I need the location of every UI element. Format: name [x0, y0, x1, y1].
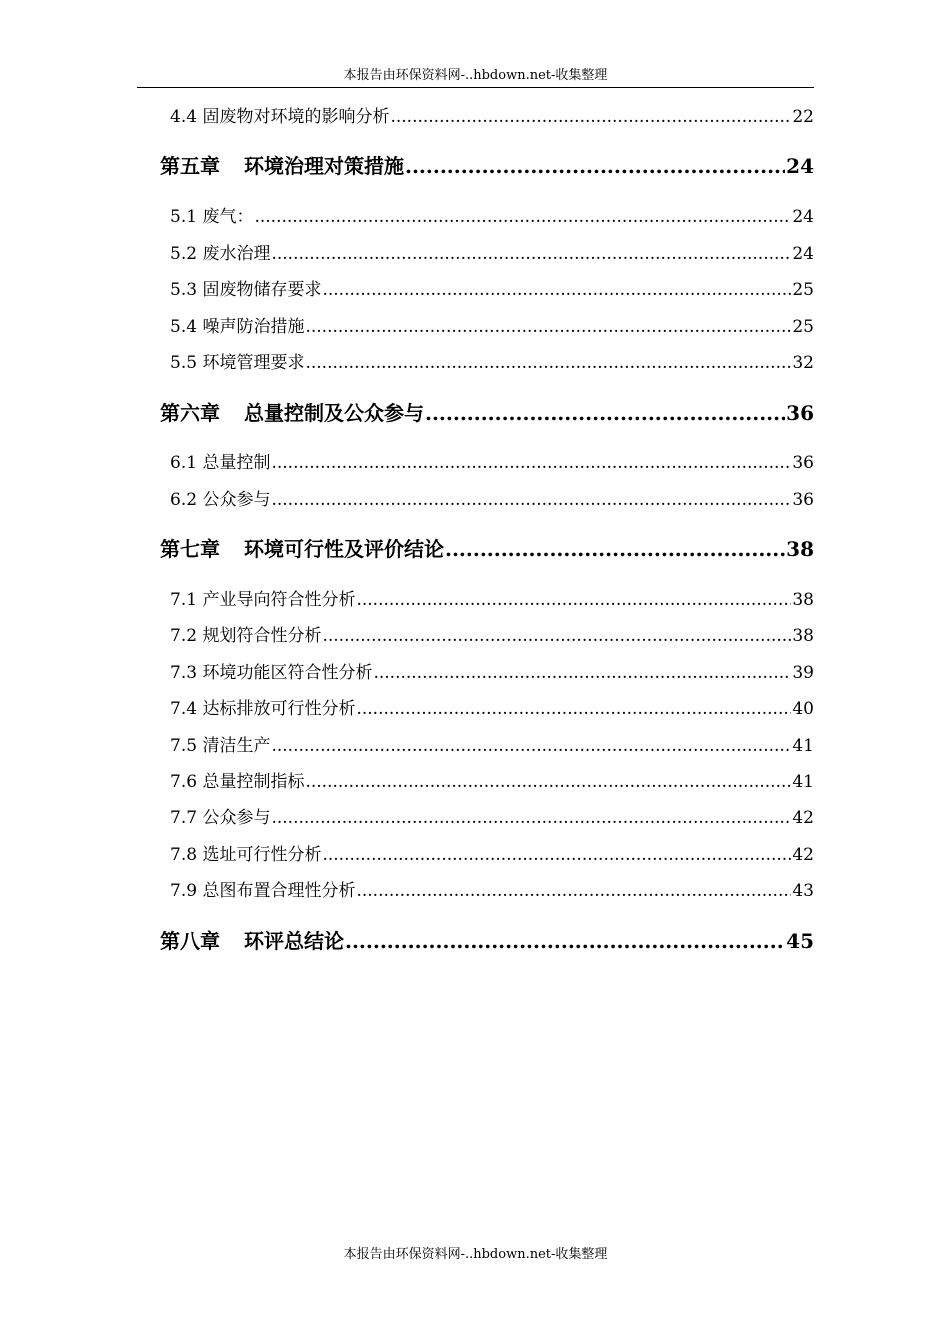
toc-chapter-entry[interactable]: [160, 398, 814, 428]
toc-section-entry[interactable]: [170, 241, 814, 267]
toc-dot-leader: [305, 769, 791, 795]
toc-page-number: 38: [792, 590, 814, 610]
toc-section-label: 7.3 环境功能区符合性分析: [170, 663, 373, 683]
toc-dot-leader: [445, 534, 785, 564]
toc-page-number: 45: [786, 929, 814, 953]
toc-dot-leader: [356, 587, 791, 613]
toc-section-entry[interactable]: [170, 450, 814, 476]
toc-section-label: 4.4 固废物对环境的影响分析: [170, 107, 390, 127]
toc-dot-leader: [345, 926, 785, 956]
toc-section-label: 6.2 公众参与: [170, 490, 271, 510]
toc-section-label: 7.1 产业导向符合性分析: [170, 590, 356, 610]
toc-chapter-label: [160, 151, 404, 181]
toc-chapter-number: 第五章: [160, 154, 220, 178]
toc-dot-leader: [305, 314, 791, 340]
toc-section-entry[interactable]: [170, 733, 814, 759]
toc-section-label: 7.9 总图布置合理性分析: [170, 881, 356, 901]
toc-dot-leader: [425, 398, 785, 428]
toc-section-label: 5.3 固废物储存要求: [170, 280, 322, 300]
toc-dot-leader: [254, 204, 791, 230]
toc-dot-leader: [271, 450, 791, 476]
toc-page-number: 25: [792, 317, 814, 337]
toc-chapter-label: [160, 534, 444, 564]
toc-section-label: 5.2 废水治理: [170, 244, 271, 264]
toc-page-number: 39: [792, 663, 814, 683]
toc-dot-leader: [271, 241, 791, 267]
toc-dot-leader: [356, 878, 791, 904]
page-footer: 本报告由环保资料网-..hbdown.net-收集整理: [343, 1247, 608, 1262]
header-rule: [137, 87, 814, 88]
toc-page-number: 22: [792, 107, 814, 127]
toc-section-entry[interactable]: [170, 660, 814, 686]
toc-dot-leader: [356, 696, 791, 722]
toc-chapter-number: 第七章: [160, 537, 220, 561]
toc-dot-leader: [322, 623, 791, 649]
toc-dot-leader: [271, 733, 791, 759]
toc-section-label: 7.8 选址可行性分析: [170, 845, 322, 865]
toc-section-entry[interactable]: [170, 204, 814, 230]
toc-section-label: 7.7 公众参与: [170, 808, 271, 828]
toc-dot-leader: [322, 842, 791, 868]
toc-section-label: 5.1 废气：: [170, 207, 254, 227]
toc-section-entry[interactable]: [170, 769, 814, 795]
toc-page-number: 24: [792, 244, 814, 264]
toc-chapter-entry[interactable]: [160, 926, 814, 956]
toc-page-number: 38: [786, 537, 814, 561]
toc-chapter-entry[interactable]: [160, 534, 814, 564]
toc-dot-leader: [405, 151, 785, 181]
toc-section-label: 7.4 达标排放可行性分析: [170, 699, 356, 719]
toc-section-entry[interactable]: [170, 314, 814, 340]
toc-page-number: 42: [792, 845, 814, 865]
toc-section-entry[interactable]: [170, 487, 814, 513]
toc-section-label: 5.4 噪声防治措施: [170, 317, 305, 337]
toc-dot-leader: [373, 660, 791, 686]
toc-dot-leader: [390, 104, 791, 130]
toc-page-number: 41: [792, 736, 814, 756]
toc-dot-leader: [322, 277, 791, 303]
toc-section-entry[interactable]: [170, 104, 814, 130]
toc-chapter-title: 环境治理对策措施: [244, 154, 404, 178]
toc-section-entry[interactable]: [170, 878, 814, 904]
toc-dot-leader: [305, 350, 791, 376]
toc-page-number: 25: [792, 280, 814, 300]
toc-page-number: 41: [792, 772, 814, 792]
toc-page-number: 24: [786, 154, 814, 178]
toc-chapter-number: 第六章: [160, 401, 220, 425]
toc-section-label: 6.1 总量控制: [170, 453, 271, 473]
toc-section-label: 7.2 规划符合性分析: [170, 626, 322, 646]
toc-dot-leader: [271, 805, 791, 831]
toc-chapter-label: [160, 398, 424, 428]
toc-page-number: 24: [792, 207, 814, 227]
page-header: 本报告由环保资料网-..hbdown.net-收集整理: [343, 68, 608, 83]
toc-dot-leader: [271, 487, 791, 513]
toc-section-entry[interactable]: [170, 842, 814, 868]
toc-page-number: 40: [792, 699, 814, 719]
toc-page-number: 42: [792, 808, 814, 828]
toc-section-entry[interactable]: [170, 623, 814, 649]
toc-section-entry[interactable]: [170, 587, 814, 613]
toc-section-entry[interactable]: [170, 805, 814, 831]
toc-section-entry[interactable]: [170, 277, 814, 303]
toc-section-label: 5.5 环境管理要求: [170, 353, 305, 373]
toc-chapter-entry[interactable]: [160, 151, 814, 181]
toc-chapter-label: [160, 926, 344, 956]
toc-page-number: 36: [792, 453, 814, 473]
toc-section-label: 7.6 总量控制指标: [170, 772, 305, 792]
toc-chapter-title: 环评总结论: [244, 929, 344, 953]
toc-section-entry[interactable]: [170, 696, 814, 722]
toc-chapter-title: 总量控制及公众参与: [244, 401, 424, 425]
toc-page-number: 38: [792, 626, 814, 646]
toc-chapter-number: 第八章: [160, 929, 220, 953]
toc-page-number: 36: [786, 401, 814, 425]
toc-chapter-title: 环境可行性及评价结论: [244, 537, 444, 561]
toc-page-number: 32: [792, 353, 814, 373]
toc-page-number: 36: [792, 490, 814, 510]
toc-page-number: 43: [792, 881, 814, 901]
toc-section-label: 7.5 清洁生产: [170, 736, 271, 756]
toc-section-entry[interactable]: [170, 350, 814, 376]
